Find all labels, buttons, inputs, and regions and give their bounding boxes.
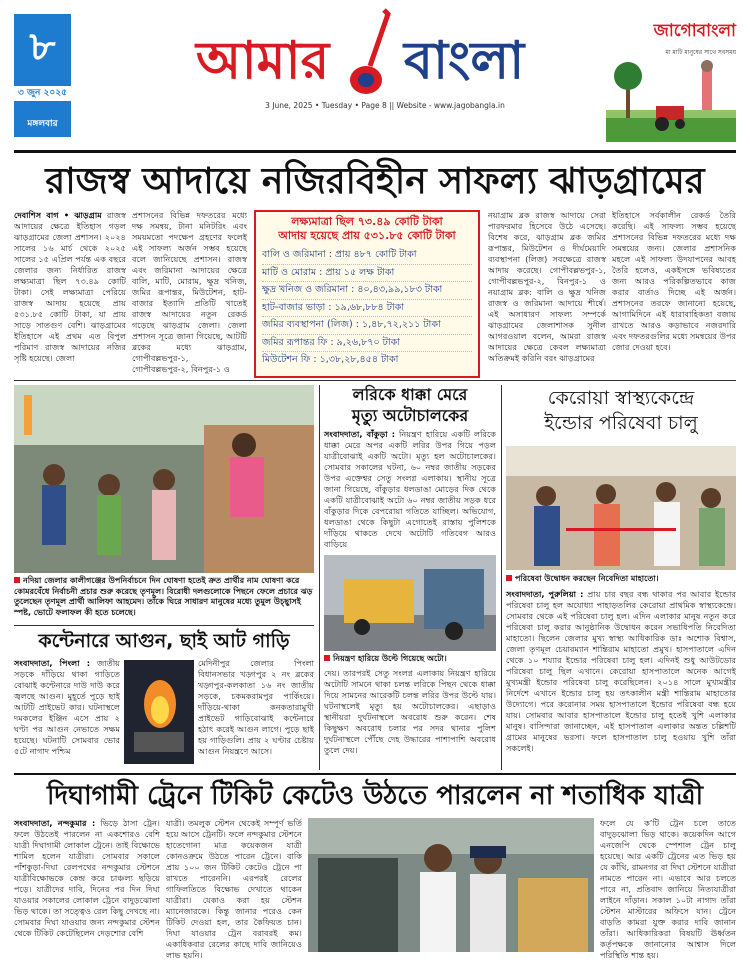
inauguration-caption-text: পরিষেবা উদ্বোধন করছেন নিবেদিতা মাহাতো। xyxy=(515,574,659,583)
caption-marker-icon xyxy=(324,655,330,661)
lorry-headline-line1: লরিকে ধাক্কা মেরে xyxy=(352,385,468,404)
campaign-photo xyxy=(14,385,314,573)
revenue-target: লক্ষ্যমাত্রা ছিল ৭৩.৪৯ কোটি টাকা xyxy=(291,215,443,228)
accident-caption-text: নিয়ন্ত্রণ হারিয়ে উল্টে গিয়েছে অটো। xyxy=(333,654,447,663)
campaign-caption-text: নদিয়া জেলার কালীগঞ্জের উপনির্বাচনে দিন ঘোষণা হতেই ক্রত প্রার্থীর নাম ঘোষণা করে কোমরবেঁধে নির্বাচনী প্রচার শুরু করেছে তৃণমূল। বিরোধী দলগুলোকে পিছনে ফেলে প্রচারে ঝড় তুলেছেন তৃণমূল প্রার্থী আলিফা আহমেদ। তাঁকে ঘিরে সাধারণ মানুষের মধ্যে তুমুল উচ্ছ্বাসই স্পষ্ট, ভোটে ফলাফল কী হতে চলেছে। xyxy=(14,576,313,617)
korowa-byline: সংবাদদাতা, পুরুলিয়া : xyxy=(506,589,584,599)
korowa-headline xyxy=(506,386,736,436)
digha-col1-text: ভিড়ে ঠাসা ট্রেন। ফলে উঠতেই পারলেন না একশোরও বেশি যাত্রী দিঘাগামী লোকাল ট্রেনে। তাই বিক্ষোভে শামিল হলেন যাত্রীরা। সোমবার সকালে পাঁশকুড়া-দিঘা রেলপথের নন্দকুমার স্টেশনে যাত্রীবিক্ষোভকে কেন্দ্র করে চাঞ্চল্য ছড়িয়ে পড়ে। যাত্রীদের দাবি, দিনের পর দিন দিঘা যাওয়ার সকালের লোকাল ট্রেনে বাদুড়ঝোলা ভিড় থাকে। তা সত্ত্বেও রেল কিছু দেখছে না। সোমবার দিঘা যাওয়ার জন্য নন্দকুমার স্টেশন থেকে টিকিট কেটেছিলেন দেড়শোর বেশি xyxy=(14,818,160,938)
lorry-body-top xyxy=(324,429,496,551)
fire-photo xyxy=(124,660,194,764)
container-col1 xyxy=(14,658,120,768)
revenue-box xyxy=(254,210,480,378)
revenue-row: বালি ও জরিমানা : প্রায় ৪৮৭ কোটি টাকা xyxy=(262,247,472,265)
section-rule xyxy=(14,773,736,775)
korowa-body xyxy=(506,589,736,769)
accident-photo xyxy=(324,555,496,651)
column-rule xyxy=(319,385,320,770)
ektara-logo-icon xyxy=(344,10,408,102)
korowa-headline-line2: ইন্ডোর পরিষেবা চালু xyxy=(544,412,698,434)
caption-marker-icon xyxy=(14,577,20,583)
section-rule xyxy=(14,625,314,626)
station-photo xyxy=(308,818,594,952)
revenue-row: ক্ষুদ্র খনিজ ও জরিমানা : ৪০,৪৩,৯৯,১৮৩ টাকা xyxy=(262,282,472,300)
lorry-headline-line2: মৃত্যু অটোচালকের xyxy=(351,406,469,425)
accident-caption xyxy=(324,654,496,666)
digha-col3: ফলে যে ক’টি ট্রেন চলে তাতে বাদুড়ঝোলা ভিড় থাকে। কয়েকদিন আগে এনজেপি থেকে স্পেশাল ট্রেন চালু হয়েছে। আর একটি ট্রেনের এত ভিড় হয় যে কাঁথি, রামনগর বা দিঘা স্টেশনে যাত্রীরা নামতে পারেন না। এভাবে আর চলতে পারে না, প্রতিবাদ জানিয়ে নিত্যযাত্রীরা লাইনে দাঁড়ান। সকাল ১০টা নাগাদ তাঁরা স্টেশন মাস্টারের অফিসে যান। ট্রেনে বাড়তি কামরা যুক্ত করার দাবি জানান তাঁরা। আধিকারিকরা বিষয়টি ঊর্ধ্বতন কর্তৃপক্ষকে জানানোর আশ্বাস দিলে পরিস্থিতি শান্ত হয়। xyxy=(600,818,736,960)
farmland-illustration-icon xyxy=(606,58,736,142)
inauguration-caption xyxy=(506,574,736,586)
lead-col5: ইতিহাসে সর্বকালীন রেকর্ড তৈরি করেছি। এই সাফল্য সম্ভব হয়েছে প্রশাসনের বিভিন্ন দফতরের মধ্যে দক্ষ সমন্বয়ের জন্য। জেলার প্রশাসনিক মহলে এই সাফল্য উদযাপনের আবহ তৈরি হলেও, একইসঙ্গে ভবিষ্যতের জন্য আরও পরিকল্পিতভাবে কাজ করার বার্তাও দিচ্ছে এই অর্জন। প্রশাসনের তরফে জানানো হয়েছে, আগামিদিনে এই ধারাবাহিকতা বজায় রাখতে আরও কড়াভাবে নজরদারি এবং দফতরগুলির মধ্যে সমন্বয়ের উপর জোর দেওয়া হবে। xyxy=(612,210,737,352)
container-byline: সংবাদদাতা, পিংলা : xyxy=(14,658,91,668)
column-rule xyxy=(501,385,502,770)
masthead-rule xyxy=(14,150,736,153)
revenue-row: জমির ব্যবস্থাপনা (লিজ) : ১,৪৮,৭২,২১১ টাকা xyxy=(262,317,472,335)
brand-block xyxy=(606,18,736,142)
brand-logo: জাগোবাংলা xyxy=(653,21,736,41)
korowa-headline-line1: কেরোয়া স্বাস্থ্যকেন্দ্রে xyxy=(547,387,695,409)
page-number: ৮ xyxy=(29,24,56,70)
revenue-row: জমির রূপান্তর ফি : ৯,২৬,৮৭০ টাকা xyxy=(262,335,472,353)
station-illustration xyxy=(308,818,594,952)
revenue-row: হাট-বাজার ভাড়া : ১৯,৬৮,৮৮৪ টাকা xyxy=(262,300,472,318)
title-right: বাংলা xyxy=(404,31,525,91)
fire-illustration xyxy=(124,660,194,764)
lead-col4: নয়াগ্রাম ব্লক রাজস্ব আদায়ে সেরা পারফরমার হিসেবে উঠে এসেছে। বিশেষ করে, ঝাড়গ্রাম ব্লক জমির রূপান্তর, মিউটেশন ও দীর্ঘমেয়াদি ব্যবস্থাপনা (লিজ) সবক্ষেত্রে রাজস্ব আদায় করেছে। গোপীবল্লভপুর-১, গোপীবল্লভপুর-২, বিনপুর-১ ও নয়াগ্রাম ব্লক: বালি ও ক্ষুদ্র খনিজ রাজস্ব ও জরিমানা আদায়ে শীর্ষে। এই অসাধারণ সাফল্য সম্পর্কে ঝাড়গ্রামের জেলাশাসক সুনীল আগরওয়াল বলেন, আমরা রাজস্ব আদায়ের ক্ষেত্রে কেবল লক্ষ্যমাত্রা অতিক্রমই করিনি বরং ঝাড়গ্রামের xyxy=(488,210,606,363)
caption-marker-icon xyxy=(506,575,512,581)
inauguration-photo xyxy=(506,446,736,570)
digha-col1 xyxy=(14,818,160,952)
digha-col2: যাত্রী। তমলুক স্টেশন থেকেই সম্পূর্ণ ভর্তি হয়ে আসে ট্রেনটি। ফলে নন্দকুমার স্টেশনে হাতেগোনা মাত্র কয়েকজন যাত্রী কোনওক্রমে উঠতে পারেন ট্রেনে। বাকি প্রায় ১০০ জন টিকিট কেটেও ট্রেনে পা রাখতে পারেননি। এরপরই রেলের গাফিলতিতে বিক্ষোভ দেখাতে থাকেন যাত্রীরা। যেকাও করা হয় স্টেশন ম্যানেজারকে। কিন্তু জানার পরেও কেন টিকিট দেওয়া হল, তার কৈফিয়ত চান। দিঘা যাওয়ার ট্রেন বরাবরই কম। একাধিকবার রেলের কাছে দাবি জানিয়েও লাভ হয়নি। xyxy=(166,818,302,960)
issue-day: মঙ্গলবার xyxy=(27,119,58,129)
lead-col1 xyxy=(14,210,126,375)
newspaper-title xyxy=(196,26,556,96)
revenue-row: মাটি ও মোরাম : প্রায় ১৫ লক্ষ টাকা xyxy=(262,265,472,283)
digha-byline: সংবাদদাতা, নন্দকুমার : xyxy=(14,818,96,828)
korowa-body-text: প্রায় চার বছর বন্ধ থাকার পর আবার ইন্ডোর পরিষেবা চালু হল অযোধ্যা পাহাড়তলির কেরোয়া প্রাথমিক স্বাস্থ্যকেন্দ্রে। সোমবার থেকে এই পরিষেবা চালু হল। এদিন এলাকার মানুষ নতুন করে পরিষেবা চালু করার আনুষ্ঠানিক উদ্বোধন করেন সভাধিপতি নিবেদিতা মাহাতো। ছিলেন জেলার মুখ্য স্বাস্থ্য আধিকারিক ডাঃ অশোক বিশ্বাস, জেলা তৃণমূল চেয়ারম্যান শান্তিরাম মাহাতো প্রমুখ। হাসপাতালে এদিন থেকে ১০ শয্যার ইন্ডোর পরিষেবা চালু হল। এদিনই শুধু আউটডোর পরিষেবা চালু ছিল এখানে। কেরোয়া হাসপাতালে অনেক আগেই মুখ্যমন্ত্রী ইন্ডোর পরিষেবা চালু করেছিলেন। ২০১৪ সালে মুখ্যমন্ত্রীর নির্দেশে এখানে ইন্ডোর চালু হয় তৎকালীন মন্ত্রী শান্তিরাম মাহাতোর উদ্যোগে। পরে করোনার সময় হাসপাতালে ইন্ডোর পরিষেবা বন্ধ হয়ে যায়। সোমবার আবার হাসপাতালে ইন্ডোর চালু হতেই খুশি এলাকার মানুষ। বাসিন্দারা জানাচ্ছেন, এই হাসপাতাল এলাকার অন্তত চল্লিশটি গ্রামের মানুষের ভরসা। ফলে হাসপাতাল চালু হওয়ায় খুশি তাঁরা সকলেই। xyxy=(506,589,737,753)
container-col2: মেদিনীপুর জেলার পিংলা বিধানসভার খড়্গপুর ২ নং ব্লকের খড়্গপুর-কলকাতা ১৬ নং জাতীয় সড়কে, চকমকরামপুর পার্কিংয়ে। দাঁড়িয়ে-থাকা কনকতারামুখী প্রাইভেট গাড়িবোঝাই কন্টেনারে হঠাৎ করেই আগুন লাগে। পুড়ে ছাই হয় গাড়িগুলি। প্রায় ২ ঘণ্টার চেষ্টায় আগুন নিয়ন্ত্রণে আসে। xyxy=(198,658,314,756)
accident-illustration xyxy=(324,555,496,651)
lorry-headline xyxy=(324,384,496,426)
digha-headline: দিঘাগামী ট্রেনে টিকিট কেটেও উঠতে পারলেন না শতাধিক যাত্রী xyxy=(46,781,704,811)
brand-tagline: মা মাটি মানুষের সাথে সবসময় xyxy=(665,49,736,56)
lead-headline: রাজস্ব আদায়ে নজিরবিহীন সাফল্য ঝাড়গ্রামের xyxy=(45,161,705,202)
inauguration-illustration xyxy=(506,446,736,570)
section-rule xyxy=(14,380,736,381)
revenue-rows xyxy=(256,247,478,369)
page-number-block xyxy=(14,14,71,137)
container-headline: কন্টেনারে আগুন, ছাই আট গাড়ি xyxy=(38,630,290,652)
lead-col2: প্রশাসনের বিভিন্ন দফতরের মধ্যে দক্ষ সমন্বয়, টানা মনিটরিং এবং সময়মতো পদক্ষেপ গ্রহণের ফলেই এই সাফল্য অর্জন সম্ভব হয়েছে বলে জানিয়েছে প্রশাসন। রাজস্ব এবং জরিমানা আদায়ের ক্ষেত্রে বালি, মাটি, মোরাম, ক্ষুদ্র খনিজ, জমির রূপান্তর, মিউটেশন, হাট-বাজার ইত্যাদি প্রতিটি খাতেই রাজস্ব আদায়ের নতুন রেকর্ড গড়েছে ঝাড়গ্রাম জেলা। জেলা প্রশাসন সূত্রে জানা গিয়েছে, আটটি ব্লকের মধ্যে ঝাড়গ্রাম, গোপীবল্লভপুর-১, গোপীবল্লভপুর-২, বিনপুর-১ ও xyxy=(132,210,247,374)
revenue-row: মিউটেশন ফি : ১,৩৮,২৮,৪৫৪ টাকা xyxy=(262,354,399,365)
lorry-body-top-text: নিয়ন্ত্রণ হারিয়ে একটি লরিকে ধাক্কা মেরে অপর একটি লরির উপর গিয়ে পড়ল যাত্রীবোঝাই একটি অটো। মৃত্যু হল অটোচালকের। সোমবার সকালের ঘটনা, ৬০ নম্বর জাতীয় সড়কের উপর এক্তেশ্বর সেতু সংলগ্ন এলাকায়। স্থানীয় সূত্রে জানা গিয়েছে, বাঁকুড়ার ধলডাঙা মোড়ের দিক থেকে একটি যাত্রীবোঝাই অটো ৬০ নম্বর জাতীয় সড়ক ধরে বাঁকুড়ার দিকে বেপরোয়া গতিতে যাচ্ছিল। অভিযোগ, ধলডাঙা থেকে কিছুটা এগোতেই রাস্তায় পুলিশকে দাঁড়িয়ে থাকতে দেখে অটোটি গতিবেগ আরও বাড়িয়ে xyxy=(324,429,497,549)
lead-col1-text: রাজস্ব আদায়ের ক্ষেত্রে ইতিহাস গড়ল ঝাড়গ্রামের জেলা প্রশাসন। ২০২৪ সালের ১৬ মার্চ থেকে ২০২৫ সালের ১৫ এপ্রিল পর্যন্ত এক বছরে জেলার জন্য নির্ধারিত রাজস্ব লক্ষ্যমাত্রা ছিল ৭৩.৪৯ কোটি টাকা। সেই লক্ষ্যমাত্রা পেরিয়ে রাজস্ব আদায় হয়েছে প্রায় ৫৩১.৮৫ কোটি টাকা, যা প্রায় সাড়ে সাতগুণ বেশি। ঝাড়গ্রামের ইতিহাসে এই প্রথম এত বিপুল পরিমাণ রাজস্ব আদায়ের নজির সৃষ্টি হয়েছে। জেলা xyxy=(14,210,126,363)
container-col1-text: জাতীয় সড়কে দাঁড়িয়ে থাকা গাড়িতে বোঝাই কন্টেনারে দাউ দাউ করে জ্বলছে আগুন। মুহূর্তে পুড়ে ছাই আটটি প্রাইভেট কার। ঘটনাস্থলে দমকলের ইঞ্জিন এসে প্রায় ২ ঘণ্টা পর আগুন নেভাতে সক্ষম হয়েছে। ঘটনাটি সোমবার ভোর ৫টে নাগাদ পশ্চিম xyxy=(14,658,120,756)
lorry-body-bottom: দেয়। তারপরই সেতু সংলগ্ন এলাকায় নিয়ন্ত্রণ হারিয়ে অটোটি সামনে থাকা চলন্ত লরিকে পিছন থেকে ধাক্কা দিয়ে সামনের আরেকটি চলন্ত লরির উপর উল্টে যায়। ঘটনাস্থলেই মৃত্যু হয় অটোচালকের। এছাড়াও স্থানীয়রা দুর্ঘটনাস্থলে অবরোধ শুরু করেন। শেষ কিছুক্ষণ অবরোধ চলার পর সদর থানার পুলিশ দুর্ঘটনাস্থলে পৌঁছে দেহ উদ্ধারের পাশাপাশি অবরোধ তুলে দেয়। xyxy=(324,668,496,755)
issue-date: ৩ জুন ২০২৫ xyxy=(14,86,71,101)
revenue-collected: আদায় হয়েছে প্রায় ৫৩১.৮৫ কোটি টাকা xyxy=(278,229,456,242)
campaign-crowd-illustration xyxy=(14,385,314,573)
campaign-caption xyxy=(14,576,314,622)
dateline: 3 June, 2025 • Tuesday • Page 8 || Website - www.jagobangla.in xyxy=(265,101,505,110)
lead-byline: দেবাশিস বাগ • ঝাড়গ্রাম xyxy=(14,210,102,220)
lorry-byline: সংবাদদাতা, বাঁকুড়া : xyxy=(324,429,396,439)
title-left: আমার xyxy=(196,31,330,91)
